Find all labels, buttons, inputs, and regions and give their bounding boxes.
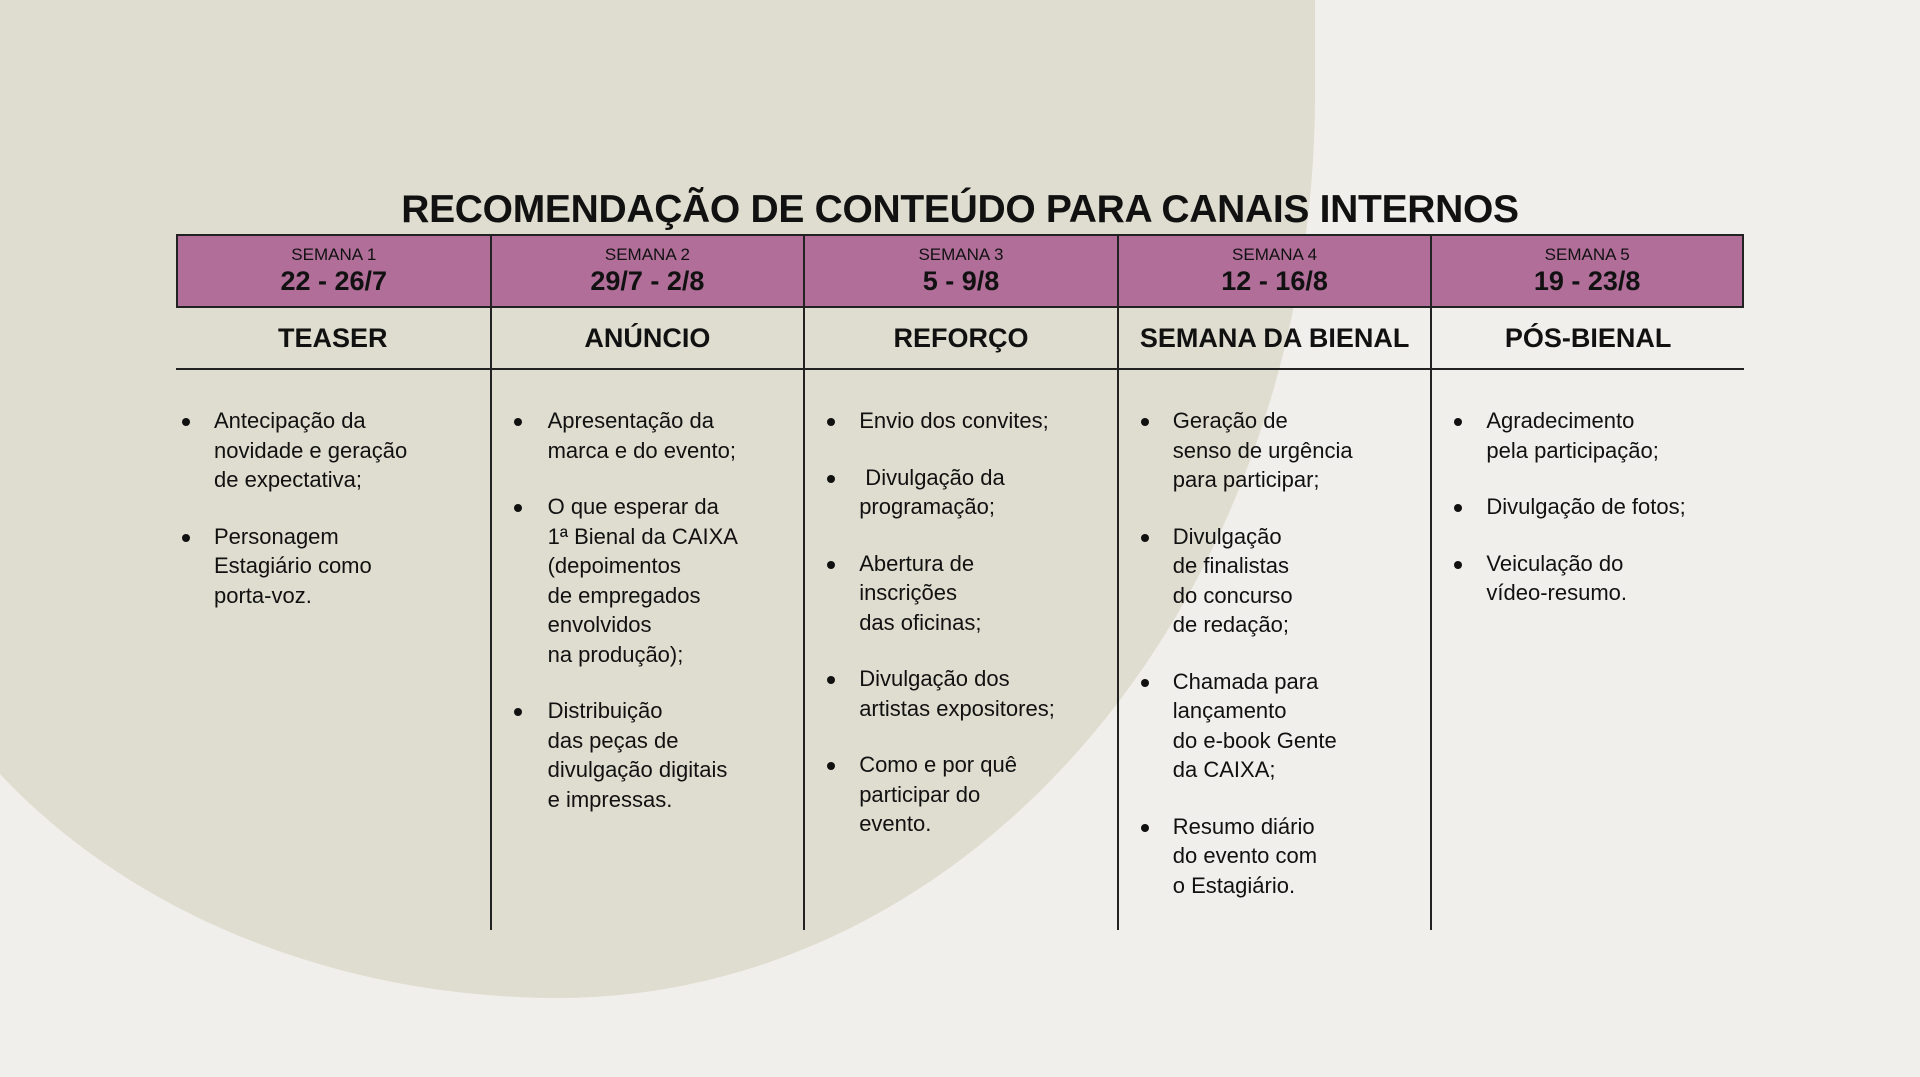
bullet-line: Antecipação da (214, 408, 366, 433)
bullet-line: artistas expositores; (859, 695, 1055, 721)
bullet-line: das oficinas; (859, 609, 982, 635)
bullet-item (805, 664, 1117, 723)
week-header (176, 234, 490, 308)
bullet-line: Agradecimento (1486, 408, 1635, 433)
bullet-line: Como e por quê (859, 752, 1017, 777)
phase-title: PÓS-BIENAL (1504, 322, 1672, 353)
phase-title: REFORÇO (893, 322, 1029, 353)
phase-title: ANÚNCIO (584, 322, 711, 353)
bullet-line: para participar; (1172, 467, 1320, 492)
bullet-line: do concurso (1172, 582, 1293, 608)
content-table (176, 234, 1744, 930)
bullet-line: envolvidos (547, 612, 652, 637)
bullet-line: Distribuição (547, 698, 663, 723)
bullet-item (176, 522, 490, 611)
item-list (492, 370, 804, 814)
week-column (176, 234, 490, 930)
phase-title: SEMANA DA BIENAL (1139, 322, 1410, 353)
bullet-line: na produção); (547, 641, 684, 667)
bullet-line: Resumo diário (1172, 813, 1315, 839)
bullet-item (1432, 492, 1744, 522)
item-list (1119, 370, 1431, 900)
bullet-line: Apresentação da (547, 408, 714, 433)
bullet-line: inscrições (859, 580, 957, 605)
bullet-line: pela participação; (1486, 437, 1659, 463)
phase-row (805, 308, 1117, 370)
bullet-line: de empregados (547, 582, 701, 608)
week-label: SEMANA 4 (1232, 245, 1318, 264)
phase-row (1119, 308, 1431, 370)
bullet-line: divulgação digitais (547, 757, 728, 782)
bullet-line: novidade e geração (214, 437, 408, 463)
week-dates: 29/7 - 2/8 (590, 266, 705, 296)
bullet-line: O que esperar da (547, 494, 719, 519)
bullet-line: da CAIXA; (1172, 757, 1276, 782)
week-column (1117, 234, 1431, 930)
week-header (492, 234, 804, 308)
phase-row (492, 308, 804, 370)
bullet-line: Divulgação da (859, 464, 1005, 490)
bullet-item (805, 549, 1117, 638)
bullet-line: Divulgação de fotos; (1486, 494, 1686, 519)
bullet-item (1119, 406, 1431, 495)
bullet-line: Personagem (214, 523, 339, 549)
bullet-item (492, 406, 804, 465)
bullet-line: (depoimentos (547, 553, 681, 578)
bullet-line: do evento com (1172, 843, 1318, 868)
item-list (1432, 370, 1744, 608)
phase-title: TEASER (278, 322, 388, 353)
bullet-item (805, 406, 1117, 436)
week-dates: 5 - 9/8 (922, 266, 1000, 296)
bullet-item (1119, 522, 1431, 640)
bullet-item (805, 750, 1117, 839)
bullet-line: marca e do evento; (547, 437, 736, 463)
bullet-line: das peças de (547, 727, 679, 753)
bullet-line: do e-book Gente (1172, 727, 1337, 753)
week-column (1430, 234, 1744, 930)
bullet-line: de expectativa; (214, 467, 362, 492)
phase-row (176, 308, 490, 370)
week-column (490, 234, 804, 930)
bullet-line: Envio dos convites; (859, 408, 1049, 433)
bullet-line: programação; (859, 494, 995, 519)
bullet-item (1119, 812, 1431, 901)
page-title: RECOMENDAÇÃO DE CONTEÚDO PARA CANAIS INTERNOS (401, 188, 1519, 232)
bullet-line: Geração de (1172, 408, 1288, 433)
bullet-line: evento. (859, 811, 932, 836)
bullet-item (805, 463, 1117, 522)
week-label: SEMANA 5 (1544, 245, 1630, 264)
item-list (805, 370, 1117, 839)
item-list (176, 370, 490, 610)
week-label: SEMANA 1 (291, 245, 377, 264)
bullet-line: de finalistas (1172, 553, 1289, 578)
week-dates: 19 - 23/8 (1533, 266, 1641, 296)
week-column (803, 234, 1117, 930)
week-label: SEMANA 3 (918, 245, 1004, 264)
bullet-line: Estagiário como (214, 553, 372, 578)
bullet-line: 1ª Bienal da CAIXA (547, 523, 738, 549)
bullet-item (1432, 406, 1744, 465)
bullet-item (176, 406, 490, 495)
bullet-item (1432, 549, 1744, 608)
bullet-line: o Estagiário. (1172, 872, 1296, 898)
bullet-line: e impressas. (547, 786, 673, 812)
bullet-line: Divulgação (1172, 523, 1282, 549)
bullet-line: de redação; (1172, 612, 1289, 637)
week-label: SEMANA 2 (604, 245, 690, 264)
bullet-item (1119, 667, 1431, 785)
bullet-line: Abertura de (859, 550, 975, 576)
bullet-line: lançamento (1172, 698, 1287, 723)
week-dates: 12 - 16/8 (1221, 266, 1328, 296)
bullet-line: porta-voz. (214, 582, 312, 608)
week-header (1432, 234, 1744, 308)
bullet-line: Chamada para (1172, 668, 1319, 694)
bullet-line: Veiculação do (1486, 550, 1624, 576)
bullet-line: participar do (859, 781, 981, 807)
week-dates: 22 - 26/7 (280, 266, 388, 296)
bullet-item (492, 492, 804, 669)
phase-row (1432, 308, 1744, 370)
bullet-item (492, 696, 804, 814)
week-header (1119, 234, 1431, 308)
bullet-line: Divulgação dos (859, 666, 1010, 691)
bullet-line: senso de urgência (1172, 437, 1353, 463)
week-header (805, 234, 1117, 308)
bullet-line: vídeo-resumo. (1486, 580, 1627, 605)
